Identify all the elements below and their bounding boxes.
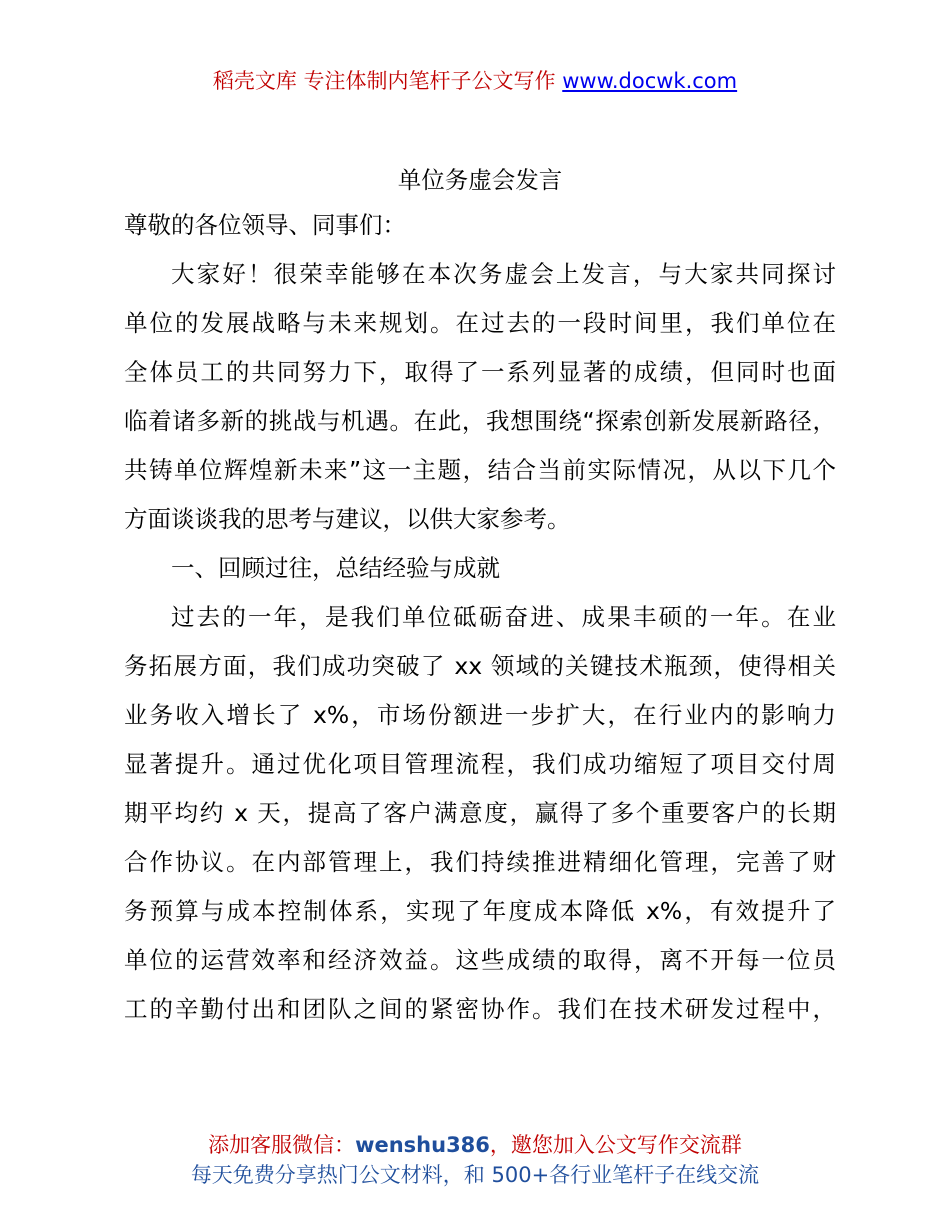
footer-promo-line: 每天免费分享热门公文材料，和 500+各行业笔杆子在线交流 <box>190 1163 760 1187</box>
footer-prefix: 添加客服微信： <box>208 1133 356 1157</box>
text-line: 全体员工的共同努力下，取得了一系列显著的成绩，但同时也面 <box>124 358 836 386</box>
text-line: 期平均约 x 天，提高了客户满意度，赢得了多个重要客户的长期 <box>124 799 836 827</box>
text-line: 务预算与成本控制体系，实现了年度成本降低 x%，有效提升了 <box>124 897 836 925</box>
text-line: 单位的运营效率和经济效益。这些成绩的取得，离不开每一位员 <box>124 946 836 974</box>
page-header <box>0 66 950 96</box>
text-line: 大家好！很荣幸能够在本次务虚会上发言，与大家共同探讨 <box>171 260 836 288</box>
text-line: 业务收入增长了 x%，市场份额进一步扩大，在行业内的影响力 <box>124 701 836 729</box>
text-line: 共铸单位辉煌新未来”这一主题，结合当前实际情况，从以下几个 <box>124 456 836 484</box>
footer-suffix: ，邀您加入公文写作交流群 <box>489 1133 742 1157</box>
text-line: 临着诸多新的挑战与机遇。在此，我想围绕“探索创新发展新路径， <box>124 407 836 435</box>
text-line: 务拓展方面，我们成功突破了 xx 领域的关键技术瓶颈，使得相关 <box>124 652 836 680</box>
brand-text: 稻壳文库 专注体制内笔杆子公文写作 <box>212 69 556 93</box>
wechat-id: wenshu386 <box>355 1133 490 1157</box>
text-line: 合作协议。在内部管理上，我们持续推进精细化管理，完善了财 <box>124 848 836 876</box>
section-heading: 一、回顾过往，总结经验与成就 <box>171 554 500 582</box>
document-body <box>124 160 836 1034</box>
document-title: 单位务虚会发言 <box>397 166 563 194</box>
site-link[interactable]: www.docwk.com <box>562 69 738 93</box>
text-line: 方面谈谈我的思考与建议，以供大家参考。 <box>124 505 571 533</box>
text-line: 过去的一年，是我们单位砥砺奋进、成果丰硕的一年。在业 <box>171 603 836 631</box>
text-line: 工的辛勤付出和团队之间的紧密协作。我们在技术研发过程中， <box>124 995 836 1023</box>
greeting: 尊敬的各位领导、同事们： <box>124 211 406 239</box>
text-line: 显著提升。通过优化项目管理流程，我们成功缩短了项目交付周 <box>124 750 836 778</box>
text-line: 单位的发展战略与未来规划。在过去的一段时间里，我们单位在 <box>124 309 836 337</box>
footer-contact-line <box>0 1130 950 1160</box>
page-footer <box>0 1130 950 1190</box>
